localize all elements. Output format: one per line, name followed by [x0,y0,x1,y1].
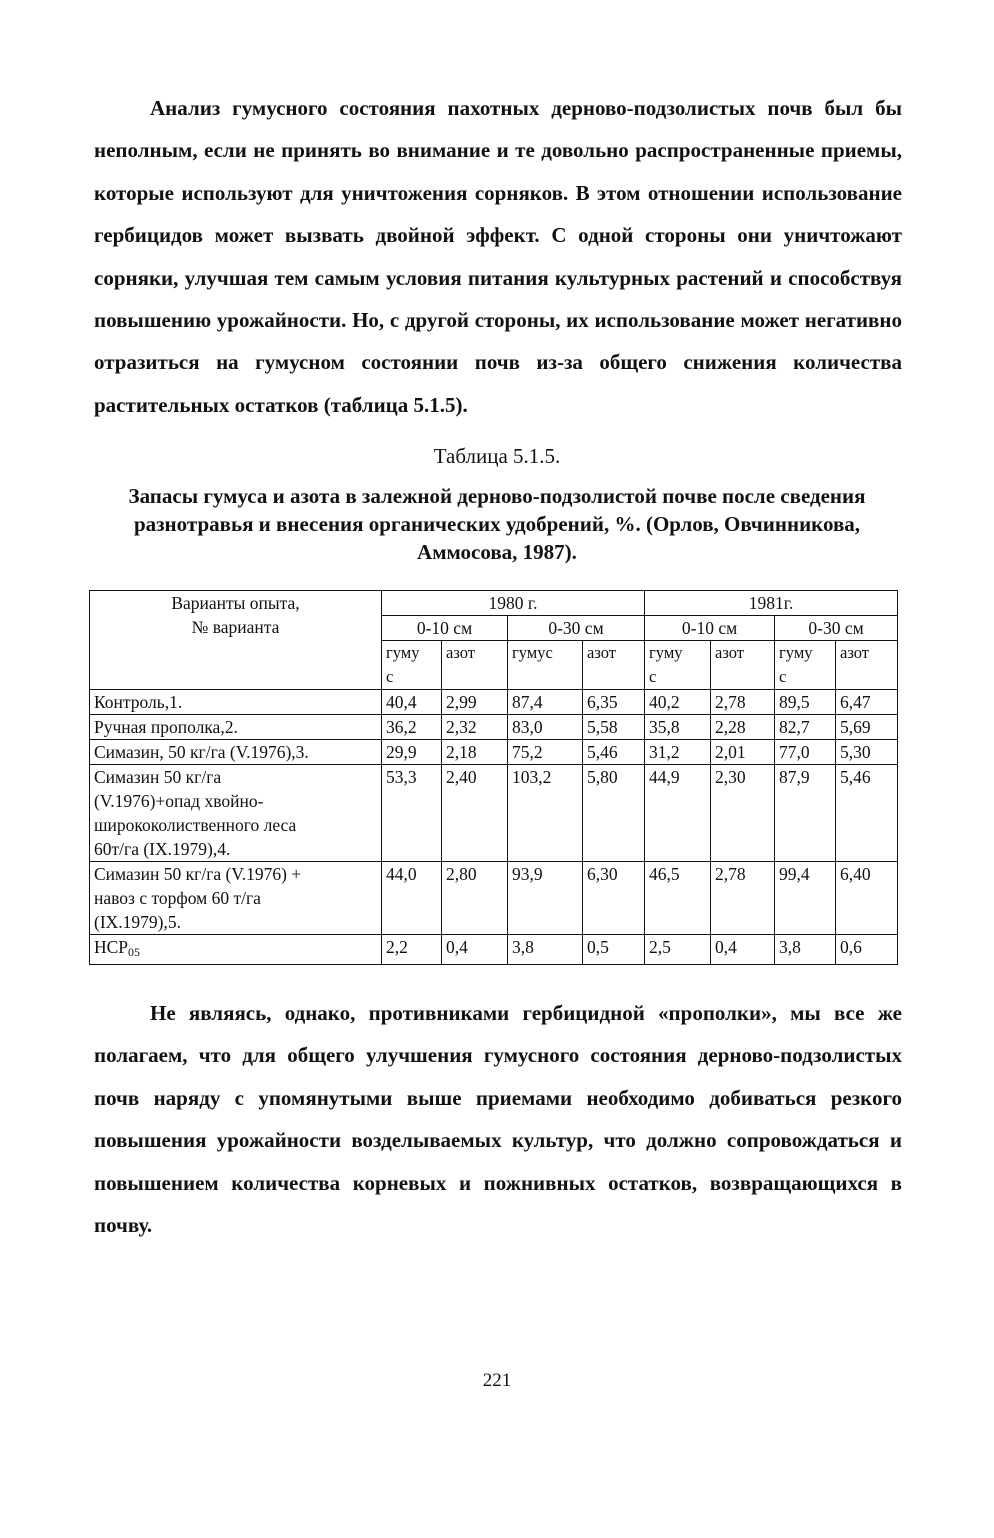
value-cell: 2,18 [442,740,508,765]
value-cell: 40,4 [382,690,442,715]
table-row [90,715,898,740]
value-cell: 5,80 [583,765,645,862]
value-cell: 6,40 [836,862,898,935]
value-cell: 2,32 [442,715,508,740]
value-cell: 5,69 [836,715,898,740]
value-cell: 2,99 [442,690,508,715]
value-cell: 2,80 [442,862,508,935]
value-cell: 89,5 [775,690,836,715]
value-cell: 5,58 [583,715,645,740]
value-cell: 35,8 [645,715,711,740]
value-cell: 93,9 [508,862,583,935]
value-cell: 82,7 [775,715,836,740]
header-measure: гуму с [775,641,836,690]
value-cell: 36,2 [382,715,442,740]
table-header-row-years [90,591,898,616]
header-measure: азот [442,641,508,690]
header-depth: 0-10 см [645,616,775,641]
value-cell: 5,46 [836,765,898,862]
variant-cell: Симазин, 50 кг/га (V.1976),3. [90,740,382,765]
header-measure: азот [711,641,775,690]
value-cell: 31,2 [645,740,711,765]
table-label: Таблица 5.1.5. [433,444,561,468]
value-cell: 5,46 [583,740,645,765]
header-measure: гуму с [382,641,442,690]
header-measure: гумус [508,641,583,690]
lsd-subscript: 05 [128,945,141,959]
value-cell: 2,78 [711,862,775,935]
table-title: Запасы гумуса и азота в залежной дерново-подзолистой почве после сведения разнотравья и внесения органических удобрений, %. (Орлов, Овчинникова, Аммосова, 1987). [128,484,866,564]
value-cell: 5,30 [836,740,898,765]
intro-paragraph: Анализ гумусного состояния пахотных дерново-подзолистых почв был бы неполным, если не принять во внимание и те довольно распространенные приемы, которые используют для уничтожения сорняков. В этом отношении использование гербицидов может вызвать двойной эффект. С одной стороны они уничтожают сорняки, улучшая тем самым условия питания культурных растений и способствуя повышению урожайности. Но, с другой стороны, их использование может негативно отразиться на гумусном состоянии почв из-за общего снижения количества растительных остатков (таблица 5.1.5). [94,96,902,417]
value-cell: 2,30 [711,765,775,862]
variant-cell: Симазин 50 кг/га (V.1976) + навоз с торфом 60 т/га (IX.1979),5. [90,862,382,935]
value-cell: 83,0 [508,715,583,740]
value-cell: 44,9 [645,765,711,862]
value-cell: 0,4 [442,935,508,965]
value-cell: 3,8 [775,935,836,965]
header-depth: 0-30 см [775,616,898,641]
value-cell: 87,4 [508,690,583,715]
value-cell: 87,9 [775,765,836,862]
page-number: 221 [482,1370,512,1391]
table-row-lsd [90,935,898,965]
variant-cell: Контроль,1. [90,690,382,715]
value-cell: 6,47 [836,690,898,715]
value-cell: 2,2 [382,935,442,965]
variant-cell: Симазин 50 кг/га (V.1976)+опад хвойно- ширококолиственного леса 60т/га (IX.1979),4. [90,765,382,862]
lsd-label-cell [90,935,382,965]
value-cell: 2,78 [711,690,775,715]
value-cell: 0,6 [836,935,898,965]
value-cell: 44,0 [382,862,442,935]
value-cell: 99,4 [775,862,836,935]
value-cell: 6,30 [583,862,645,935]
header-measure: гуму с [645,641,711,690]
value-cell: 0,5 [583,935,645,965]
value-cell: 46,5 [645,862,711,935]
value-cell: 53,3 [382,765,442,862]
value-cell: 2,01 [711,740,775,765]
value-cell: 77,0 [775,740,836,765]
value-cell: 40,2 [645,690,711,715]
header-year-1981: 1981г. [645,591,898,616]
table-row [90,740,898,765]
value-cell: 2,28 [711,715,775,740]
table-row [90,765,898,862]
closing-paragraph: Не являясь, однако, противниками гербицидной «прополки», мы все же полагаем, что для общего улучшения гумусного состояния дерново-подзолистых почв наряду с упомянутыми выше приемами необходимо добиваться резкого повышения урожайности возделываемых культур, что должно сопровождаться и повышением количества корневых и пожнивных остатков, возвращающихся в почву. [94,1001,902,1238]
variant-cell: Ручная прополка,2. [90,715,382,740]
header-measure: азот [836,641,898,690]
table-row [90,862,898,935]
table-row [90,690,898,715]
value-cell: 2,5 [645,935,711,965]
header-depth: 0-30 см [508,616,645,641]
header-measure: азот [583,641,645,690]
value-cell: 2,40 [442,765,508,862]
value-cell: 103,2 [508,765,583,862]
value-cell: 29,9 [382,740,442,765]
lsd-label: НСР [94,937,129,957]
value-cell: 0,4 [711,935,775,965]
value-cell: 6,35 [583,690,645,715]
humus-nitrogen-table [89,590,898,965]
value-cell: 75,2 [508,740,583,765]
header-depth: 0-10 см [382,616,508,641]
value-cell: 3,8 [508,935,583,965]
header-year-1980: 1980 г. [382,591,645,616]
header-variant: Варианты опыта, № варианта [90,591,382,690]
